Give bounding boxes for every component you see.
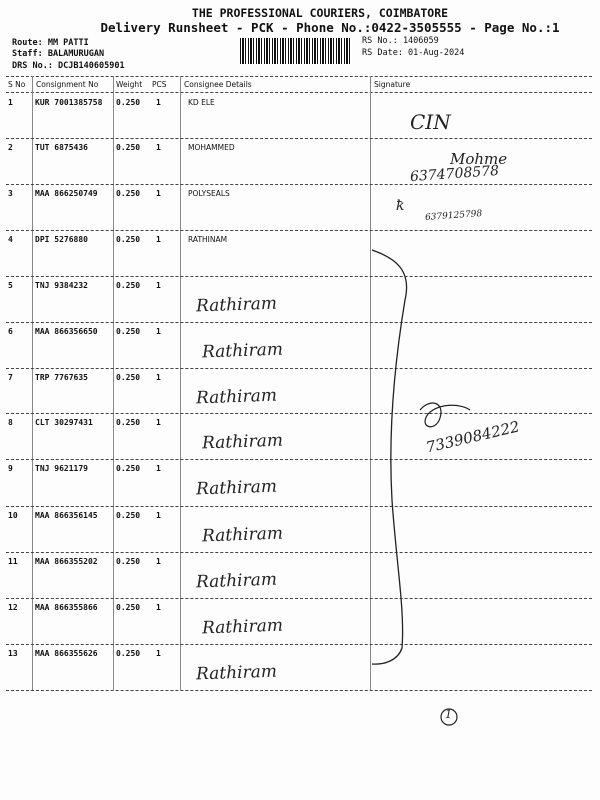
row-sno: 6 <box>8 327 13 336</box>
row-sno: 2 <box>8 143 13 152</box>
row-separator <box>6 184 592 185</box>
column-header-details: Consignee Details <box>184 80 252 89</box>
row-consignment: KUR 7001385758 <box>35 98 103 107</box>
row-separator <box>6 368 592 369</box>
row-pcs: 1 <box>156 189 161 198</box>
row-sno: 12 <box>8 603 18 612</box>
row-receiver-handwriting: Rathiram <box>201 523 284 547</box>
row-receiver-handwriting: Rathiram <box>195 293 278 317</box>
row-consignment: CLT 30297431 <box>35 418 93 427</box>
rs-date: RS Date: 01-Aug-2024 <box>362 48 465 58</box>
row-consignee: MOHAMMED <box>188 143 235 152</box>
signature-phone-row2: 6374708578 <box>409 162 500 186</box>
row-consignment: MAA 866355866 <box>35 603 98 612</box>
row-receiver-handwriting: Rathiram <box>195 476 278 500</box>
row-sno: 11 <box>8 557 18 566</box>
page-circle-number: 1 <box>445 708 452 721</box>
route-label: Route: MM PATTI <box>12 38 89 48</box>
row-sno: 7 <box>8 373 13 382</box>
column-header-consignment: Consignment No <box>36 80 99 89</box>
row-pcs: 1 <box>156 603 161 612</box>
row-weight: 0.250 <box>116 511 141 520</box>
row-separator <box>6 690 592 691</box>
row-weight: 0.250 <box>116 557 141 566</box>
row-receiver-handwriting: Rathiram <box>201 339 284 363</box>
row-sno: 1 <box>8 98 13 107</box>
row-consignment: MAA 866356650 <box>35 327 98 336</box>
row-consignment: MAA 866355202 <box>35 557 98 566</box>
row-receiver-handwriting: Rathiram <box>195 385 278 409</box>
row-consignment: TRP 7767635 <box>35 373 88 382</box>
row-consignment: MAA 866250749 <box>35 189 98 198</box>
row-separator <box>6 552 592 553</box>
row-sno: 9 <box>8 464 13 473</box>
row-separator <box>6 459 592 460</box>
row-pcs: 1 <box>156 649 161 658</box>
drs-label: DRS No.: DCJB140605901 <box>12 61 125 71</box>
column-header-pcs: PCS <box>152 80 167 89</box>
signature-initial-row3: ꝁ <box>396 198 405 214</box>
signature-phone-large: 7339084222 <box>424 417 522 457</box>
staff-label: Staff: BALAMURUGAN <box>12 49 105 59</box>
row-separator <box>6 506 592 507</box>
column-header-weight: Weight <box>116 80 143 89</box>
row-pcs: 1 <box>156 373 161 382</box>
row-consignee: KD ELE <box>188 98 215 107</box>
row-consignment: TNJ 9384232 <box>35 281 88 290</box>
row-weight: 0.250 <box>116 98 141 107</box>
row-pcs: 1 <box>156 235 161 244</box>
signature-cin: CIN <box>410 110 451 134</box>
row-weight: 0.250 <box>116 281 141 290</box>
row-consignee: POLYSEALS <box>188 189 230 198</box>
column-header-signature: Signature <box>374 80 411 89</box>
row-sno: 4 <box>8 235 13 244</box>
row-sno: 8 <box>8 418 13 427</box>
row-consignment: TUT 6875436 <box>35 143 88 152</box>
row-separator <box>6 138 592 139</box>
row-pcs: 1 <box>156 98 161 107</box>
row-separator <box>6 413 592 414</box>
row-weight: 0.250 <box>116 464 141 473</box>
row-weight: 0.250 <box>116 649 141 658</box>
row-receiver-handwriting: Rathiram <box>201 430 284 454</box>
row-pcs: 1 <box>156 418 161 427</box>
row-weight: 0.250 <box>116 603 141 612</box>
barcode <box>240 38 352 64</box>
row-pcs: 1 <box>156 557 161 566</box>
runsheet-title: Delivery Runsheet - PCK - Phone No.:0422-3505555 - Page No.:1 <box>100 20 560 35</box>
row-sno: 13 <box>8 649 18 658</box>
row-separator <box>6 644 592 645</box>
row-pcs: 1 <box>156 143 161 152</box>
row-weight: 0.250 <box>116 373 141 382</box>
row-consignee: RATHINAM <box>188 235 228 244</box>
table-top-rule <box>6 76 592 77</box>
row-pcs: 1 <box>156 464 161 473</box>
row-pcs: 1 <box>156 511 161 520</box>
company-title: THE PROFESSIONAL COURIERS, COIMBATORE <box>191 6 449 20</box>
signature-phone-row3: 6379125798 <box>424 209 483 223</box>
row-sno: 5 <box>8 281 13 290</box>
row-sno: 3 <box>8 189 13 198</box>
row-separator <box>6 598 592 599</box>
row-pcs: 1 <box>156 281 161 290</box>
row-weight: 0.250 <box>116 189 141 198</box>
signature-mohme: Mohme <box>450 150 508 168</box>
column-header-sno: S No <box>8 80 26 89</box>
row-weight: 0.250 <box>116 327 141 336</box>
table-header-rule <box>6 92 592 93</box>
rs-number: RS No.: 1406059 <box>362 36 439 46</box>
row-separator <box>6 276 592 277</box>
row-weight: 0.250 <box>116 418 141 427</box>
row-receiver-handwriting: Rathiram <box>201 615 284 639</box>
row-consignment: TNJ 9621179 <box>35 464 88 473</box>
row-weight: 0.250 <box>116 235 141 244</box>
row-receiver-handwriting: Rathiram <box>195 661 278 685</box>
row-separator <box>6 322 592 323</box>
row-consignment: MAA 866355626 <box>35 649 98 658</box>
row-pcs: 1 <box>156 327 161 336</box>
row-receiver-handwriting: Rathiram <box>195 569 278 593</box>
row-separator <box>6 230 592 231</box>
row-consignment: MAA 866356145 <box>35 511 98 520</box>
row-consignment: DPI 5276880 <box>35 235 88 244</box>
row-sno: 10 <box>8 511 18 520</box>
row-weight: 0.250 <box>116 143 141 152</box>
